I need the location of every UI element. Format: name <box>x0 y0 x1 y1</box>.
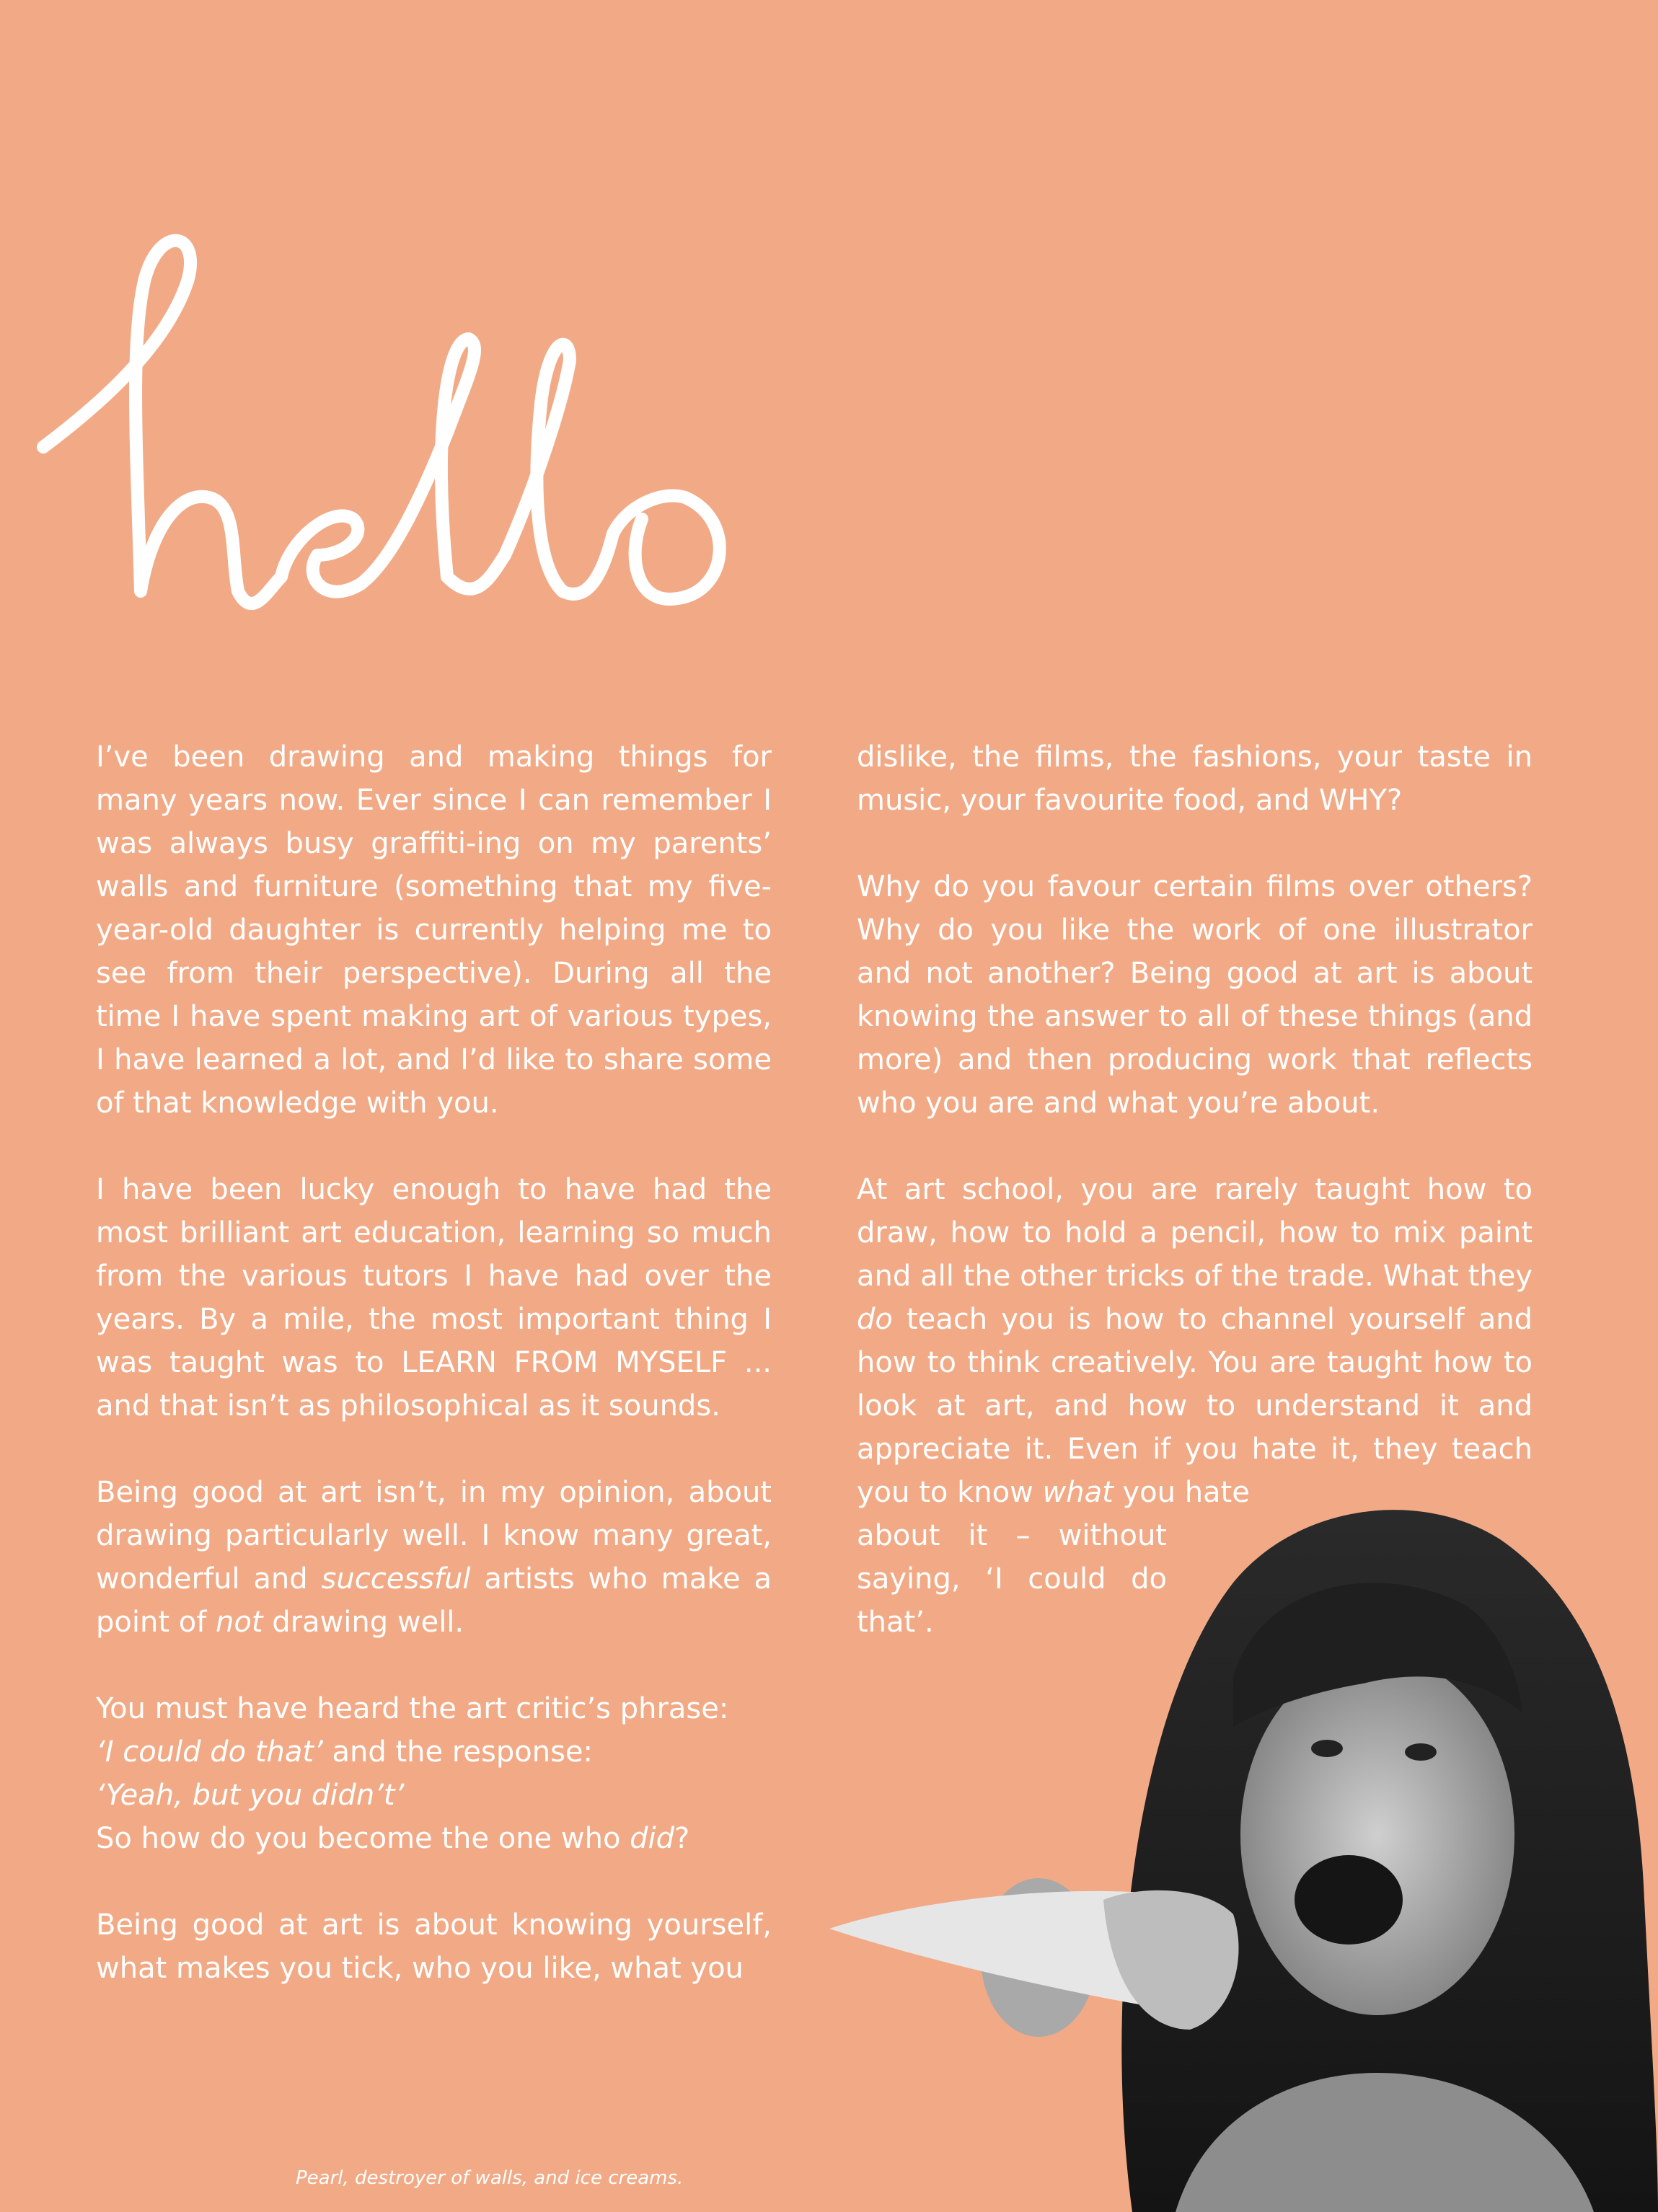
text-span: Being good at art isn’t, in my opinion, about drawing particularly well. I know many great, wonderful and <box>96 1476 772 1596</box>
quote-i-could-do-that: ‘I could do that’ <box>96 1735 323 1769</box>
quote-yeah-but: ‘Yeah, but you didn’t’ <box>96 1779 405 1812</box>
hello-handwritten-heading <box>14 216 786 620</box>
right-paragraph-3-continued: about it – without saying, ‘I could do that’. <box>857 1519 1167 1639</box>
emphasis-did: did <box>630 1822 675 1855</box>
phrase-line: ? <box>674 1822 690 1855</box>
emphasis-not: not <box>216 1606 263 1639</box>
text-span: artists who make a point of <box>96 1562 772 1639</box>
text-span: teach you is how to channel yourself and how to think creatively. You are taught how to look at art, and how to understand it and appreciate it. Even if you hate it, they teach you to know <box>857 1303 1533 1509</box>
left-paragraph-3 <box>96 1471 772 1644</box>
left-paragraph-2: I have been lucky enough to have had the most brilliant art education, learning so much from the various tutors I have had over the years. By a mile, the most important thing I was taught was to LEARN FROM MYSELF ... and that isn’t as philosophical as it sounds. <box>96 1173 772 1423</box>
emphasis-what: what <box>1042 1476 1114 1509</box>
text-span: drawing well. <box>263 1606 464 1639</box>
photo-caption: Pearl, destroyer of walls, and ice creams. <box>296 2167 684 2189</box>
left-paragraph-5: Being good at art is about knowing yourself, what makes you tick, who you like, what you <box>96 1908 772 1985</box>
right-paragraph-2: Why do you favour certain films over others? Why do you like the work of one illustrator and not another? Being good at art is about knowing the answer to all of these things (and more) and then producing work that reflects who you are and what you’re about. <box>857 870 1533 1120</box>
right-paragraph-3 <box>857 1168 1533 1514</box>
phrase-line: and the response: <box>322 1735 593 1769</box>
left-paragraph-1: I’ve been drawing and making things for many years now. Ever since I can remember I was always busy graffiti-ing on my parents’ walls and furniture (something that my five-year-old daughter is currently helping me to see from their perspective). During all the time I have spent making art of various types, I have learned a lot, and I’d like to share some of that knowledge with you. <box>96 740 772 1120</box>
text-span: At art school, you are rarely taught how to draw, how to hold a pencil, how to mix paint and all the other tricks of the trade. What they <box>857 1173 1533 1293</box>
left-paragraph-4 <box>96 1687 772 1860</box>
phrase-line: You must have heard the art critic’s phrase: <box>96 1692 729 1725</box>
right-paragraph-1: dislike, the films, the fashions, your taste in music, your favourite food, and WHY? <box>857 740 1533 817</box>
emphasis-successful: successful <box>321 1562 471 1596</box>
emphasis-do: do <box>857 1303 893 1336</box>
text-span: you hate <box>1113 1476 1250 1509</box>
left-column <box>96 735 772 1990</box>
phrase-line: So how do you become the one who <box>96 1822 630 1855</box>
child-photo <box>829 1496 1658 2212</box>
